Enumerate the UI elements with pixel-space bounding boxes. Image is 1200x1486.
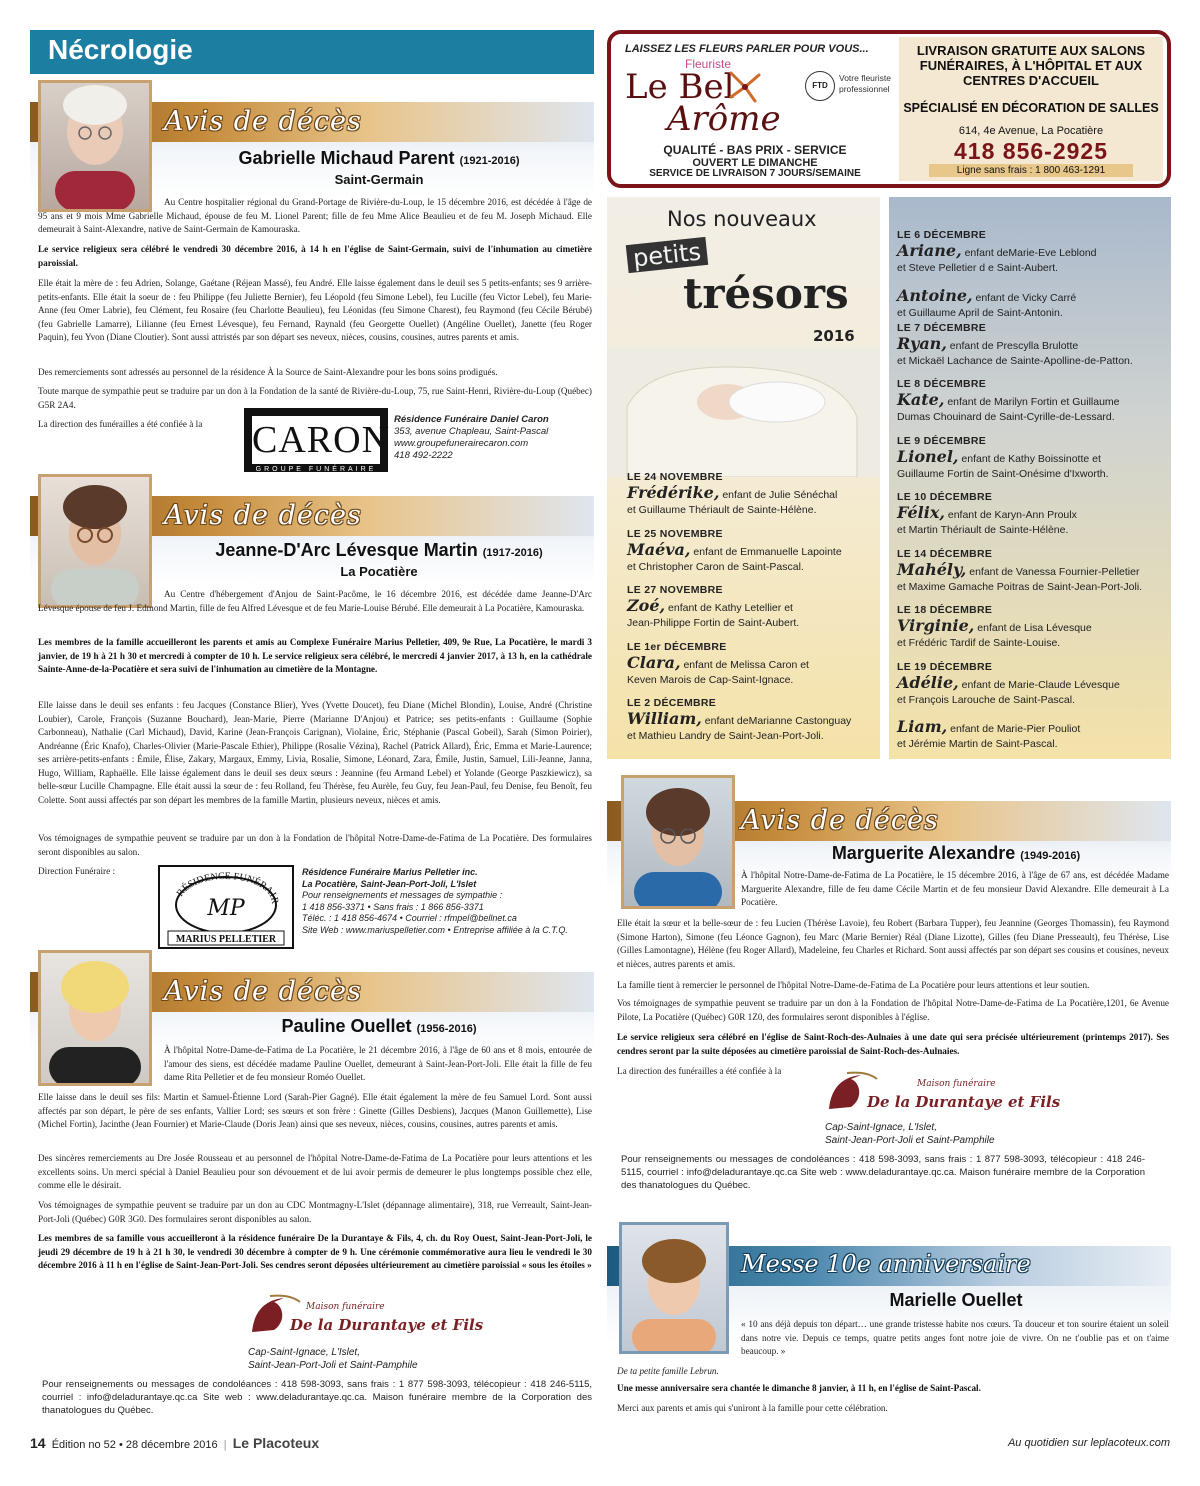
edition-info: Édition no 52 • 28 décembre 2016 <box>51 1439 218 1451</box>
funeral-home-info: Résidence Funéraire Marius Pelletier inc. La Pocatière, Saint-Jean-Port-Joli, L'Islet Pour renseignements et messages de sympathie : 1 418 856-3371 • Sans frais : 1 866 856-3371 Téléc. : 1 418 856-4674 • Courriel : rfmpel@bellnet.ca Site Web : www.mariuspelletier.com • Entreprise affiliée à la C.T.Q. <box>302 867 568 935</box>
ad-tagline: LAISSEZ LES FLEURS PARLER POUR VOUS... <box>625 43 869 55</box>
birth-line <box>897 334 1169 354</box>
parents-line-2: Keven Marois de Cap-Saint-Ignace. <box>627 673 794 686</box>
brand-logo: Le Placoteux <box>232 1435 320 1451</box>
messe-thanks: Merci aux parents et amis qui s'uniront à la famille pour cette célébration. <box>617 1403 888 1413</box>
birth-date: LE 14 DÉCEMBRE <box>897 547 993 560</box>
baby-name: Mahély, <box>897 559 967 579</box>
birth-entry <box>897 322 1169 368</box>
baby-name: Félix, <box>897 503 945 522</box>
messe-heading: Messe 10e anniversaire <box>741 1250 1031 1278</box>
obituary-marguerite <box>607 775 1171 1205</box>
baby-name: Zoé, <box>627 596 666 615</box>
birth-entry <box>627 471 897 517</box>
messe-quote: « 10 ans déjà depuis ton départ… une grande tristesse habite nos cœurs. Ta douceur et ton sourire étaient un soleil dans notre vie. Depuis ce temps, quatre petits anges font notre joie de vivre. On ne t'oublie pas et on t'aime beaucoup. » <box>741 1319 1169 1356</box>
parents-line-1: enfant de Prescylla Brulotte <box>946 339 1079 352</box>
parents-line-1: enfant de Kathy Boissinotte et <box>958 452 1101 465</box>
petits-tresors-section <box>607 197 1171 759</box>
birth-date: LE 18 DÉCEMBRE <box>897 604 993 616</box>
obituary-jeanne-darc <box>30 474 594 954</box>
parents-line-1: enfant de Marie-Pier Pouliot <box>947 723 1081 735</box>
tresors-title-2: petits <box>626 237 708 273</box>
ad-specialty: SPÉCIALISÉ EN DÉCORATION DE SALLES <box>903 101 1159 115</box>
ad-brand: Le Bel <box>625 67 735 107</box>
durantaye-address: Cap-Saint-Ignace, L'Islet, Saint-Jean-Port-Joli et Saint-Pamphile <box>825 1122 995 1146</box>
birth-date: LE 1er DÉCEMBRE <box>627 640 727 653</box>
obit-name: Jeanne-D'Arc Lévesque Martin (1917-2016) <box>215 540 543 560</box>
parents-line-1: enfant deMarianne Castonguay <box>701 715 852 727</box>
tresors-left-panel <box>607 197 880 759</box>
birth-date: LE 19 DÉCEMBRE <box>897 660 993 673</box>
obit-paragraph: Les membres de la famille accueilleront les parents et amis au Complexe Funéraire Marius Pelletier, 409, 9e Rue, La Pocatière, le mardi 3 janvier, de 19 h à 21 h 30 et mercredi à compter de 10 h. Le service religieux sera célébré, le mercredi 4 janvier 2017, à 13 h, en la cathédrale Sainte-Anne-de-la-Pocatière et sera suivi de l'inhumation au cimetière de la Montagne. <box>38 637 592 674</box>
baby-name: Ariane, <box>897 241 962 260</box>
birth-line <box>627 596 897 616</box>
ftd-note: Votre fleuriste professionnel <box>839 73 891 94</box>
obit-paragraph: Vos témoignages de sympathie peuvent se traduire par un don à la Fondation de l'hôpital Notre-Dame-de-Fatima de La Pocatière. Des formulaires seront disponibles au salon. <box>38 833 592 857</box>
baby-name: Adélie, <box>897 672 959 692</box>
birth-entry <box>897 229 1169 275</box>
logo-monogram: MP <box>207 896 245 921</box>
birth-date: LE 25 NOVEMBRE <box>627 527 723 540</box>
birth-line <box>897 447 1169 467</box>
contact-info: Pour renseignements ou messages de condoléances : 418 598-3093, sans frais : 1 877 598-3093, télécopieur : 418 246-5115, courriel : info@deladurantaye.qc.ca Site web : www.deladurantaye.qc.ca. Maison funéraire membre de la Corporation des thanatologues du Québec. <box>42 1379 592 1416</box>
obit-paragraph: Au Centre d'hébergement d'Anjou de Saint-Pacôme, le 16 décembre 2016, est décédée dame Jeanne-D'Arc Lévesque épouse de feu J. Edmond Martin, fille de feu Alfred Lévesque et de feu Marie-Louise Bérubé. Elle demeurait à La Pocatière, Kamouraska. <box>38 589 592 613</box>
parents-line-2: et Christopher Caron de Saint-Pascal. <box>627 560 804 573</box>
birth-entry <box>627 697 897 743</box>
logo-bottom-text: MARIUS PELLETIER <box>175 934 277 945</box>
footer-separator: | <box>223 1439 227 1451</box>
parents-line-1: enfant de Emmanuelle Lapointe <box>690 545 842 558</box>
baby-name: Lionel, <box>897 446 959 466</box>
parents-line-2: et Jérémie Martin de Saint-Pascal. <box>897 738 1058 750</box>
parents-line-2: et Martin Thériault de Sainte-Hélène. <box>897 524 1069 536</box>
birth-date: LE 10 DÉCEMBRE <box>897 491 993 503</box>
obit-paragraph: Vos témoignages de sympathie peuvent se traduire par un don à la Fondation de l'hôpital Notre-Dame-de-Fatima de La Pocatière,1201, 6e Avenue Pilote, La Pocatière (Québec) G0R 1Z0, des formulaires seront disponibles à l'église. <box>617 998 1169 1022</box>
avis-heading: Avis de décès <box>164 976 362 1007</box>
parents-line-2: et Steve Pelletier d e Saint-Aubert. <box>897 262 1059 274</box>
messe-from: De ta petite famille Lebrun. <box>617 1366 719 1376</box>
birth-line <box>897 616 1169 636</box>
portrait-photo <box>621 775 735 909</box>
birth-line <box>897 560 1169 580</box>
obit-paragraph: Le service religieux sera célébré en l'église de Saint-Roch-des-Aulnaies à une date qui sera précisée ultérieurement (printemps 2017). Ses cendres seront par la suite déposées au cimetière paroissial de Saint-Roch-des-Aulnaies. <box>617 1032 1169 1056</box>
obit-paragraph: Vos témoignages de sympathie peuvent se traduire par un don au CDC Montmagny-L'Islet (dépannage alimentaire), 318, rue Verreault, Saint-Jean-Port-Joli (Québec) G0R 3G0. Des formulaires seront disponibles au salon. <box>38 1200 592 1224</box>
baby-name: Virginie, <box>897 616 975 635</box>
baby-name: Maéva, <box>627 539 691 559</box>
obituary-pauline <box>30 950 594 1425</box>
obit-place: La Pocatière <box>340 564 418 579</box>
parents-line-1: enfant de Lisa Lévesque <box>974 622 1092 634</box>
obit-paragraph: Des sincères remerciements au Dre Josée Rousseau et au personnel de l'hôpital Notre-Dame-de-Fatima de La Pocatière pour leurs attentions et les excellents soins. Un merci spécial à Daniel Beaulieu pour son dévouement et de lui avoir permis de demeurer le plus longtemps possible chez elle, comme elle le désirait. <box>38 1153 592 1190</box>
obit-paragraph: Le service religieux sera célébré le vendredi 30 décembre 2016, à 14 h en l'église de Saint-Germain, suivi de l'inhumation au cimetière paroissial. <box>38 244 592 268</box>
parents-line-2: et Mathieu Landry de Saint-Jean-Port-Joli. <box>627 730 824 742</box>
avis-heading: Avis de décès <box>164 500 362 531</box>
birth-line <box>897 673 1169 693</box>
birth-entry <box>897 717 1169 751</box>
parents-line-2: et François Larouche de Saint-Pascal. <box>897 693 1076 706</box>
ad-brand-2: Arôme <box>667 99 781 139</box>
baby-name: Ryan, <box>897 333 947 353</box>
birth-date: LE 6 DÉCEMBRE <box>897 229 987 241</box>
avis-heading: Avis de décès <box>741 805 939 836</box>
birth-line <box>897 241 1169 261</box>
obit-paragraph: La direction des funérailles a été confiée à la <box>38 419 203 429</box>
footer-website[interactable]: Au quotidien sur leplacoteux.com <box>1007 1437 1170 1449</box>
parents-line-1: enfant de Kathy Letellier et <box>665 602 793 614</box>
baby-name: Frédérike, <box>627 483 720 502</box>
ad-livraison: SERVICE DE LIVRAISON 7 JOURS/SEMAINE <box>649 168 861 179</box>
footer-left <box>30 1435 319 1451</box>
portrait-photo <box>38 950 152 1086</box>
durantaye-logo: Maison funéraire De la Durantaye et Fils <box>244 1292 504 1346</box>
birth-date: LE 24 NOVEMBRE <box>627 471 723 483</box>
birth-date: LE 8 DÉCEMBRE <box>897 378 987 390</box>
obit-paragraph: La famille tient à remercier le personnel de l'hôpital Notre-Dame-de-Fatima de La Pocatière pour leurs attentions et leur soutien. <box>617 980 1090 990</box>
fleuriste-ad[interactable] <box>607 30 1171 188</box>
baby-name: Clara, <box>627 652 681 672</box>
parents-line-1: enfant de Karyn-Ann Proulx <box>944 509 1077 521</box>
tresors-right-panel <box>889 197 1171 759</box>
durantaye-address: Cap-Saint-Ignace, L'Islet, Saint-Jean-Port-Joli et Saint-Pamphile <box>248 1347 418 1371</box>
birth-entry <box>897 378 1169 424</box>
parents-line-2: et Guillaume Thériault de Sainte-Hélène. <box>627 504 817 516</box>
ad-qualite: QUALITÉ - BAS PRIX - SERVICE <box>663 143 847 157</box>
birth-entry <box>627 641 897 687</box>
avis-heading: Avis de décès <box>164 106 362 137</box>
durantaye-logo: Maison funéraire De la Durantaye et Fils <box>821 1069 1081 1123</box>
obit-paragraph: Toute marque de sympathie peut se traduire par un don à la Fondation de la santé de Rivière-du-Loup, 75, rue Saint-Henri, Rivière-du-Loup (Québec) G5R 2A4. <box>38 386 592 410</box>
birth-line <box>897 286 1169 306</box>
page-number: 14 <box>30 1435 46 1451</box>
obit-paragraph: Elle laisse dans le deuil ses enfants : feu Jacques (Constance Blier), Yves (Yvette Doucet), feu Diane (Michel Blondin), Louise, André (Christine Loubier), Carole, François (Suzanne Bouchard), Jean-Marie, Pierre (Marianne D'Anjou) et Patrice; ses petits-enfants : Guillaume (Sophie Carbonneau), Nathalie (Carl Michaud), David, Karine (Jean-François Carignan), Violaine, Éric, Stéphanie (Pascal Gobeil), Sarah (Simon Poirier), Andréanne (Éric Knafo), Charles-Olivier (Marie-Pascale Ethier), Philippe (Rosalie Vézina), Rachel (Patrick Allard), Éric, Emma et Marie-Laurence; ses arrière-petits-enfants : Émile, Élise, Zakary, Margaux, Emmy, Livia, Rosalie, Simone, Léonard, Zara, Émile, Justin, Samuel, Lili-Jeanne, Janna, Hugo, William, Raphaëlle. Elle laisse également dans le deuil ses deux sœurs : Jeannine (feu Armand Lebel) et Yolande (George Paszkiewicz), sa belle-sœur Lucille Champagne. Elle était aussi la sœur de : feu Rolland, feu Thérèse, feu Aurèle, feu Guy, feu Jean-Paul, feu Denise, feu Benoît, feu Colette. Sont aussi affectés par son départ les membres de la famille Martin, plusieurs neveux, nièces et amis. <box>38 700 592 805</box>
ad-delivery: LIVRAISON GRATUITE AUX SALONS FUNÉRAIRES, À L'HÔPITAL ET AUX CENTRES D'ACCUEIL <box>916 43 1146 88</box>
ad-left <box>615 37 895 181</box>
birth-line <box>897 503 1169 523</box>
obit-paragraph: Elle était la sœur et la belle-sœur de : feu Lucien (Thérèse Lavoie), feu Robert (Barbara Tupper), feu Jeannine (Georges Thomassin), feu Raymond (Simone Harton), Simone (feu Léonce Gagnon), feu Marc (Marie Bernier) Réal (Diane Lizotte), Gilles (feu Diane Presseault), feu Thérèse, Lise (Gilles Lamontagne), Hélène (feu Roger Allard), Madeleine, feu Charles et Richard. Sont aussi affectés par son départ ses cousins et cousines, neveux et nièces, autres parents et amis. <box>617 918 1169 969</box>
birth-entry <box>897 604 1169 650</box>
birth-entry <box>897 435 1169 481</box>
messe-info: Une messe anniversaire sera chantée le dimanche 8 janvier, à 11 h, en l'église de Saint-Pascal. <box>617 1383 981 1393</box>
logo-arc-text: RÉSIDENCE FUNÉRAIR <box>174 870 281 905</box>
marius-pelletier-logo <box>158 865 294 949</box>
ad-fleuriste: Fleuriste <box>685 57 732 71</box>
parents-line-2: Guillaume Fortin de Saint-Onésime d'Ixworth. <box>897 467 1109 480</box>
section-title: Nécrologie <box>30 30 594 74</box>
portrait-photo <box>619 1222 729 1354</box>
obit-paragraph: Elle laisse dans le deuil ses fils: Martin et Samuel-Étienne Lord (Sarah-Pier Gagné). Elle était également la mère de feu Samuel Lord. Sont aussi affectés par son départ, le père de ses enfants, Vallier Lord; ses sœurs et son frère : Ginette (Gilles Desbiens), Jacques (Manon Guillemette), Lise (Michel Fortin), Jacinthe (Jean Fournier) et Marie-Claude (Doris Jean) ainsi que ses neveux, nièces, cousins, cousines, autres parents et amis. <box>38 1092 592 1129</box>
birth-date: LE 27 NOVEMBRE <box>627 584 723 596</box>
birth-line <box>897 717 1169 737</box>
obit-name: Marguerite Alexandre (1949-2016) <box>831 843 1081 863</box>
obit-paragraph: À l'hôpital Notre-Dame-de-Fatima de La Pocatière, le 21 décembre 2016, à l'âge de 60 ans et 8 mois, entourée de l'amour des siens, est décédée madame Pauline Ouellet, demeurant à Saint-Jean-Port-Joli. Elle était la fille de feu dame Rita Pelletier et de feu monsieur Roméo Ouellet. <box>164 1045 592 1082</box>
ad-right <box>899 37 1163 181</box>
birth-line <box>627 540 897 560</box>
parents-line-1: enfant de Julie Sénéchal <box>719 489 838 501</box>
ad-address: 614, 4e Avenue, La Pocatière <box>958 125 1104 137</box>
parents-line-2: et Mickaël Lachance de Sainte-Apolline-de-Patton. <box>897 354 1133 367</box>
parents-line-1: enfant deMarie-Eve Leblond <box>961 247 1097 259</box>
obit-paragraph: Des remerciements sont adressés au personnel de la résidence À la Source de Saint-Alexandre pour les bons soins prodigués. <box>38 367 498 377</box>
contact-info: Pour renseignements ou messages de condoléances : 418 598-3093, sans frais : 1 877 598-3093, télécopieur : 418 246-5115, courriel : info@deladurantaye.qc.ca Site web : www.deladurantaye.qc.ca. Maison funéraire membre de la Corporation des thanatologues du Québec. <box>621 1154 1145 1191</box>
birth-entry <box>897 491 1169 537</box>
messe-anniversaire <box>607 1222 1171 1422</box>
birth-entry <box>897 286 1169 320</box>
parents-line-2: et Guillaume April de Saint-Antonin. <box>897 306 1063 319</box>
birth-entry <box>627 584 897 630</box>
obit-paragraph: Direction Funéraire : <box>38 866 116 876</box>
parents-line-2: et Frédéric Tardif de Sainte-Louise. <box>897 637 1061 649</box>
parents-line-1: enfant de Vicky Carré <box>972 291 1077 304</box>
ad-ouvert: OUVERT LE DIMANCHE <box>692 157 818 169</box>
birth-entry <box>897 661 1169 707</box>
obit-place: Saint-Germain <box>334 172 424 187</box>
obit-paragraph: À l'hôpital Notre-Dame-de-Fatima de La Pocatière, le 15 décembre 2016, à l'âge de 67 ans, est décédée Madame Marguerite Alexandre, fille de feu dame Cécile Martin et de feu monsieur David Alexandre. Elle demeurait à La Pocatière. <box>741 870 1169 907</box>
parents-line-1: enfant de Marilyn Fortin et Guillaume <box>944 396 1120 408</box>
birth-line <box>897 390 1169 410</box>
caron-logo: CARON GROUPE FUNÉRAIRE <box>244 408 388 472</box>
parents-line-1: enfant de Marie-Claude Lévesque <box>958 678 1120 691</box>
birth-entry <box>627 528 897 574</box>
baby-name: Antoine, <box>897 285 973 305</box>
tresors-title-3: trésors <box>683 269 849 318</box>
baby-name: William, <box>627 709 702 728</box>
obit-paragraph: Au Centre hospitalier régional du Grand-Portage de Rivière-du-Loup, le 15 décembre 2016, est décédée à l'âge de 95 ans et 9 mois Mme Gabrielle Michaud, épouse de feu M. Lionel Parent; fille de feu Mme Alice Beaulieu et de feu M. Joseph Michaud. Elle demeurait à Saint-Alexandre, native de Saint-Germain de Kamouraska. <box>38 197 592 234</box>
parents-line-1: enfant de Vanessa Fournier-Pelletier <box>966 565 1140 578</box>
obit-name: Gabrielle Michaud Parent (1921-2016) <box>238 148 520 168</box>
lily-flower-icon <box>725 67 765 107</box>
ad-phone[interactable]: 418 856-2925 <box>954 138 1108 164</box>
obit-paragraph: La direction des funérailles a été confiée à la <box>617 1066 782 1076</box>
birth-line <box>627 709 897 729</box>
birth-date: LE 9 DÉCEMBRE <box>897 434 987 447</box>
obit-name: Pauline Ouellet (1956-2016) <box>281 1016 477 1036</box>
obit-paragraph: Les membres de sa famille vous accueilleront à la résidence funéraire De la Durantaye & Fils, 4, ch. du Roy Ouest, Saint-Jean-Port-Joli, le jeudi 29 décembre de 19 h à 21 h 30, le vendredi 30 décembre à compter de 9 h. Une cérémonie commémorative aura lieu le vendredi le 30 décembre 2016 à 11 h en l'église de Saint-Jean-Port-Joli. Ses cendres seront déposées ultérieurement au cimetière paroissial « sous les étoiles » <box>38 1233 592 1270</box>
funeral-home-info: Résidence Funéraire Daniel Caron 353, avenue Chapleau, Saint-Pascal www.groupefunerairecaron.com 418 492-2222 <box>394 414 549 461</box>
baby-photo <box>607 347 880 477</box>
ftd-badge: FTD <box>805 71 835 101</box>
parents-line-2: et Maxime Gamache Poitras de Saint-Jean-Port-Joli. <box>897 580 1143 593</box>
ad-tollfree[interactable]: Ligne sans frais : 1 800 463-1291 <box>929 164 1133 177</box>
baby-name: Kate, <box>897 390 945 409</box>
parents-line-1: enfant de Melissa Caron et <box>680 658 809 671</box>
messe-name: Marielle Ouellet <box>889 1290 1023 1310</box>
baby-name: Liam, <box>897 717 948 736</box>
tresors-title-1: Nos nouveaux <box>667 207 817 231</box>
portrait-photo <box>38 80 152 212</box>
birth-date: LE 7 DÉCEMBRE <box>897 321 987 334</box>
birth-line <box>627 653 897 673</box>
obituary-gabrielle <box>30 80 594 473</box>
birth-entry <box>897 548 1169 594</box>
tresors-year: 2016 <box>813 327 855 345</box>
obit-paragraph: Elle était la mère de : feu Adrien, Solange, Gaétane (Réjean Massé), feu André. Elle laisse également dans le deuil ses 5 petits-enfants; ses 9 arrière-petits-enfants. Elle était la soeur de : feu Philippe (feu Juliette Bernier), feu Léopold (feu Simone Lebel), feu Lucille (feu Victor Lebel), feu Marie-Anne (feu Omer Labrie), feu Clément, feu Rosaire (feu Charlotte Beaulieu), feu Léonidas (feu Simone Charest), feu Raymond (feu Cécile Bérubé) (feu Gabrielle Lamarre), Lilianne (feu Ernest Lévesque), feu Fernand, Raynald (feu Georgette Ouellet) (Angéline Ouellet), Janette (feu Roger Paquin), feu Yvon (Diane Cloutier). Sont aussi attristés par son départ ses neveux, nièces, cousins, cousines, autres parents et amis. <box>38 278 592 342</box>
birth-line <box>627 483 897 503</box>
parents-line-2: Jean-Philippe Fortin de Saint-Aubert. <box>627 617 800 629</box>
parents-line-2: Dumas Chouinard de Saint-Cyrille-de-Lessard. <box>897 411 1115 423</box>
birth-date: LE 2 DÉCEMBRE <box>627 697 717 709</box>
